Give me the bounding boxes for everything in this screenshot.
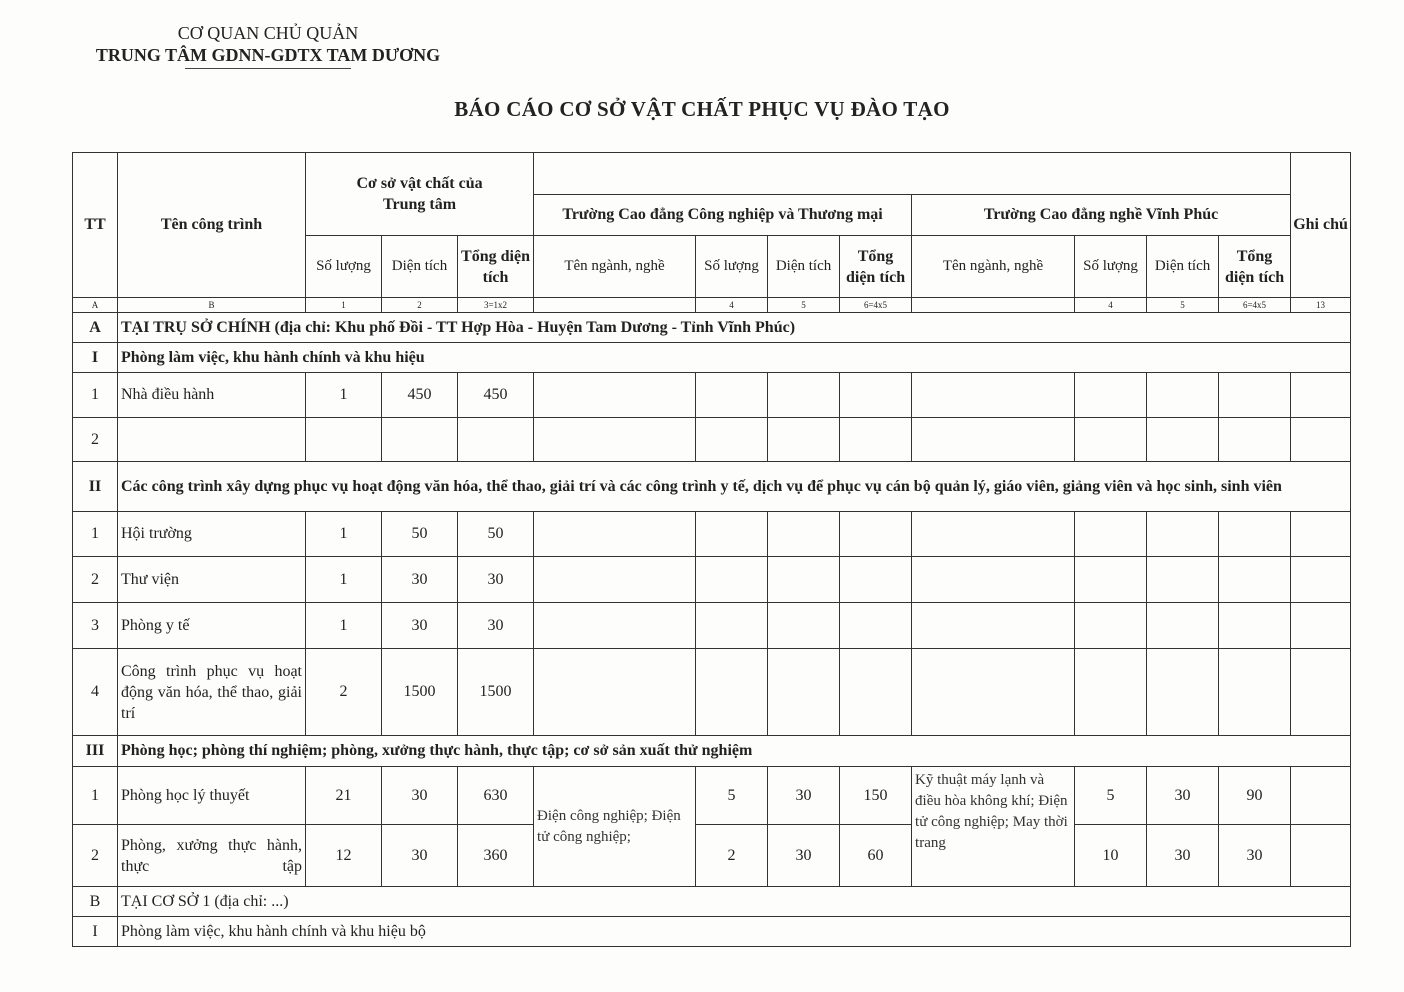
col-school1: Trường Cao đẳng Công nghiệp và Thương mại (534, 195, 912, 236)
section-title: TẠI TRỤ SỞ CHÍNH (địa chỉ: Khu phố Đồi - TT Hợp Hòa - Huyện Tam Dương - Tỉnh Vĩnh Phúc) (118, 313, 1351, 343)
col-center-group: Cơ sở vật chất của Trung tâm (306, 153, 534, 236)
col-s1-area: Diện tích (768, 236, 840, 298)
row-total: 360 (458, 825, 534, 887)
section-row (73, 343, 1351, 373)
row-name: Phòng học lý thuyết (118, 767, 306, 825)
index-cell (534, 298, 696, 313)
section-row (73, 917, 1351, 947)
s2-majors: Kỹ thuật máy lạnh và điều hòa không khí; Điện tử công nghiệp; May thời trang (912, 767, 1075, 887)
row-total: 30 (458, 603, 534, 649)
index-cell: 4 (696, 298, 768, 313)
row-area: 30 (382, 767, 458, 825)
table-row (73, 825, 1351, 887)
table-row (73, 649, 1351, 736)
row-qty: 1 (306, 373, 382, 418)
index-cell: 13 (1291, 298, 1351, 313)
section-tt: A (73, 313, 118, 343)
col-school2: Trường Cao đẳng nghề Vĩnh Phúc (912, 195, 1291, 236)
row-area: 450 (382, 373, 458, 418)
row-qty: 1 (306, 512, 382, 557)
index-cell: 1 (306, 298, 382, 313)
row-total: 450 (458, 373, 534, 418)
row-area: 30 (382, 825, 458, 887)
col-note: Ghi chú (1291, 153, 1351, 298)
index-cell: 6=4x5 (840, 298, 912, 313)
row-s1-total: 60 (840, 825, 912, 887)
row-s2-area: 30 (1147, 825, 1219, 887)
section-row (73, 313, 1351, 343)
col-s2-area: Diện tích (1147, 236, 1219, 298)
row-name: Hội trường (118, 512, 306, 557)
s1-majors: Điện công nghiệp; Điện tử công nghiệp; (534, 767, 696, 887)
table-row (73, 603, 1351, 649)
facilities-table (72, 152, 1351, 947)
index-cell: 2 (382, 298, 458, 313)
row-total (458, 418, 534, 462)
row-area (382, 418, 458, 462)
row-s2-qty: 10 (1075, 825, 1147, 887)
row-tt: 1 (73, 512, 118, 557)
col-s1-total: Tổng diện tích (840, 236, 912, 298)
row-s2-qty: 5 (1075, 767, 1147, 825)
row-s1-qty: 2 (696, 825, 768, 887)
col-s1-qty: Số lượng (696, 236, 768, 298)
col-name: Tên công trình (118, 153, 306, 298)
section-title: TẠI CƠ SỞ 1 (địa chỉ: ...) (118, 887, 1351, 917)
row-name: Phòng, xưởng thực hành, thực tập (118, 825, 306, 887)
row-qty: 2 (306, 649, 382, 736)
row-s1-area: 30 (768, 825, 840, 887)
table-row (73, 418, 1351, 462)
section-tt: I (73, 917, 118, 947)
col-s1-major: Tên ngành, nghề (534, 236, 696, 298)
row-qty: 12 (306, 825, 382, 887)
row-name: Nhà điều hành (118, 373, 306, 418)
table-row (73, 512, 1351, 557)
table-row (73, 557, 1351, 603)
row-total: 630 (458, 767, 534, 825)
header-underline (185, 68, 351, 69)
row-area: 1500 (382, 649, 458, 736)
section-title: Phòng làm việc, khu hành chính và khu hiệu bộ (118, 917, 1351, 947)
row-tt: 4 (73, 649, 118, 736)
row-total: 1500 (458, 649, 534, 736)
section-tt: II (73, 462, 118, 512)
row-area: 30 (382, 557, 458, 603)
index-row (73, 298, 1351, 313)
col-s2-qty: Số lượng (1075, 236, 1147, 298)
index-cell: A (73, 298, 118, 313)
col-tt: TT (73, 153, 118, 298)
section-tt: I (73, 343, 118, 373)
row-area: 50 (382, 512, 458, 557)
row-tt: 1 (73, 767, 118, 825)
row-total: 30 (458, 557, 534, 603)
agency-label: CƠ QUAN CHỦ QUẢN (177, 23, 359, 43)
row-s1-qty: 5 (696, 767, 768, 825)
section-row (73, 887, 1351, 917)
row-name: Phòng y tế (118, 603, 306, 649)
row-total: 50 (458, 512, 534, 557)
section-tt: III (73, 736, 118, 767)
row-tt: 3 (73, 603, 118, 649)
document-header (88, 22, 448, 69)
index-cell: 5 (1147, 298, 1219, 313)
col-center-qty: Số lượng (306, 236, 382, 298)
row-s2-area: 30 (1147, 767, 1219, 825)
row-s1-total: 150 (840, 767, 912, 825)
col-center-total: Tổng diện tích (458, 236, 534, 298)
row-qty: 1 (306, 557, 382, 603)
row-s2-total: 30 (1219, 825, 1291, 887)
row-tt: 1 (73, 373, 118, 418)
row-tt: 2 (73, 418, 118, 462)
col-s2-major: Tên ngành, nghề (912, 236, 1075, 298)
section-title: Phòng làm việc, khu hành chính và khu hiệu (118, 343, 1351, 373)
row-name: Thư viện (118, 557, 306, 603)
table-row (73, 767, 1351, 825)
report-title: BÁO CÁO CƠ SỞ VẬT CHẤT PHỤC VỤ ĐÀO TẠO (454, 97, 950, 121)
row-tt: 2 (73, 825, 118, 887)
row-name (118, 418, 306, 462)
row-qty: 1 (306, 603, 382, 649)
row-area: 30 (382, 603, 458, 649)
index-cell: B (118, 298, 306, 313)
index-cell: 5 (768, 298, 840, 313)
row-tt: 2 (73, 557, 118, 603)
col-s2-total: Tổng diện tích (1219, 236, 1291, 298)
index-cell: 6=4x5 (1219, 298, 1291, 313)
index-cell: 3=1x2 (458, 298, 534, 313)
row-qty: 21 (306, 767, 382, 825)
header-blank (534, 153, 1291, 195)
row-qty (306, 418, 382, 462)
col-center-area: Diện tích (382, 236, 458, 298)
section-title: Phòng học; phòng thí nghiệm; phòng, xưởng thực hành, thực tập; cơ sở sản xuất thử nghiệm (118, 736, 1351, 767)
section-tt: B (73, 887, 118, 917)
center-name: TRUNG TÂM GDNN-GDTX TAM DƯƠNG (95, 45, 441, 65)
row-s2-total: 90 (1219, 767, 1291, 825)
section-title: Các công trình xây dựng phục vụ hoạt động văn hóa, thể thao, giải trí và các công trình y tế, dịch vụ để phục vụ cán bộ quản lý, giáo viên, giảng viên và học sinh, sinh viên (118, 462, 1351, 512)
row-s1-area: 30 (768, 767, 840, 825)
section-row (73, 736, 1351, 767)
section-row (73, 462, 1351, 512)
table-row (73, 373, 1351, 418)
index-cell (912, 298, 1075, 313)
row-name: Công trình phục vụ hoạt động văn hóa, thể thao, giải trí (118, 649, 306, 736)
index-cell: 4 (1075, 298, 1147, 313)
